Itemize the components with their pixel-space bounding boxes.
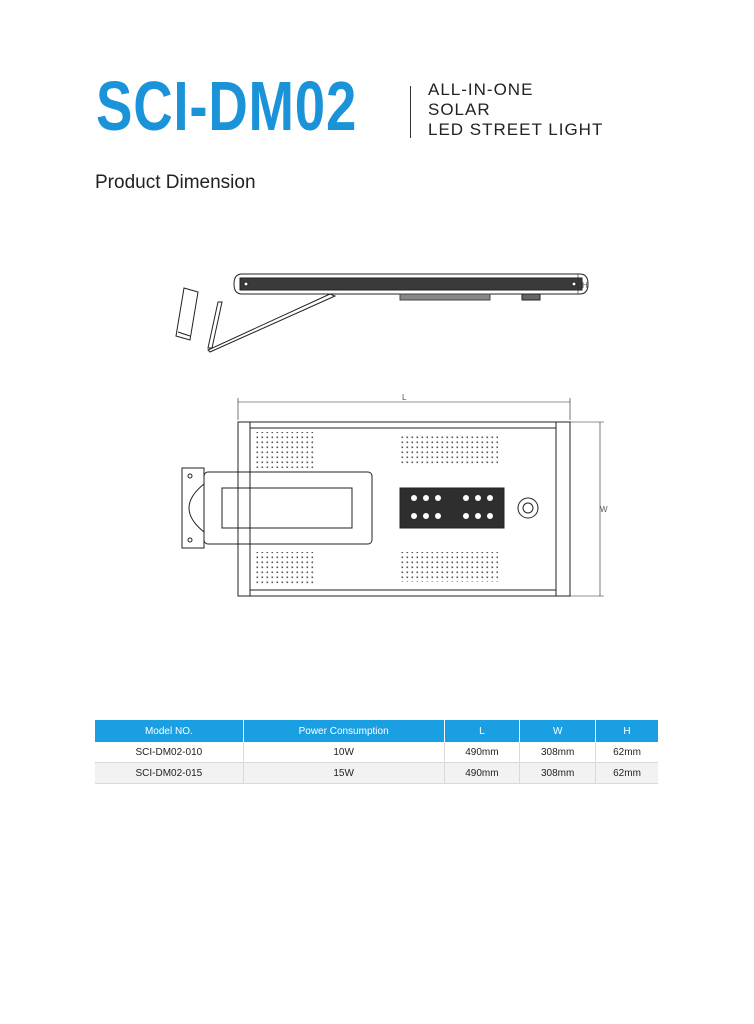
table-row bbox=[95, 742, 658, 763]
col-height: H bbox=[596, 720, 658, 742]
dimension-drawing bbox=[150, 260, 610, 610]
width-label: W bbox=[600, 505, 608, 514]
col-width: W bbox=[520, 720, 596, 742]
length-label: L bbox=[402, 393, 407, 402]
col-power: Power Consumption bbox=[243, 720, 444, 742]
model-title: SCI-DM02 bbox=[96, 67, 358, 145]
cell-power: 15W bbox=[243, 763, 444, 784]
cell-height: 62mm bbox=[596, 763, 658, 784]
title-divider bbox=[410, 86, 411, 138]
side-view bbox=[176, 274, 588, 352]
table-row bbox=[95, 763, 658, 784]
cell-length: 490mm bbox=[444, 763, 520, 784]
col-model: Model NO. bbox=[95, 720, 243, 742]
product-tagline bbox=[428, 80, 603, 140]
cell-length: 490mm bbox=[444, 742, 520, 763]
cell-power: 10W bbox=[243, 742, 444, 763]
table-header-row bbox=[95, 720, 658, 742]
cell-width: 308mm bbox=[520, 742, 596, 763]
tagline-line-1: ALL-IN-ONE bbox=[428, 80, 534, 99]
col-length: L bbox=[444, 720, 520, 742]
tagline-line-2: SOLAR bbox=[428, 100, 491, 119]
cell-model: SCI-DM02-010 bbox=[95, 742, 243, 763]
cell-height: 62mm bbox=[596, 742, 658, 763]
top-view bbox=[182, 393, 608, 596]
cell-model: SCI-DM02-015 bbox=[95, 763, 243, 784]
section-title: Product Dimension bbox=[95, 172, 256, 193]
cell-width: 308mm bbox=[520, 763, 596, 784]
spec-table bbox=[95, 720, 658, 784]
height-label: H bbox=[582, 281, 588, 290]
tagline-line-3: LED STREET LIGHT bbox=[428, 120, 604, 139]
